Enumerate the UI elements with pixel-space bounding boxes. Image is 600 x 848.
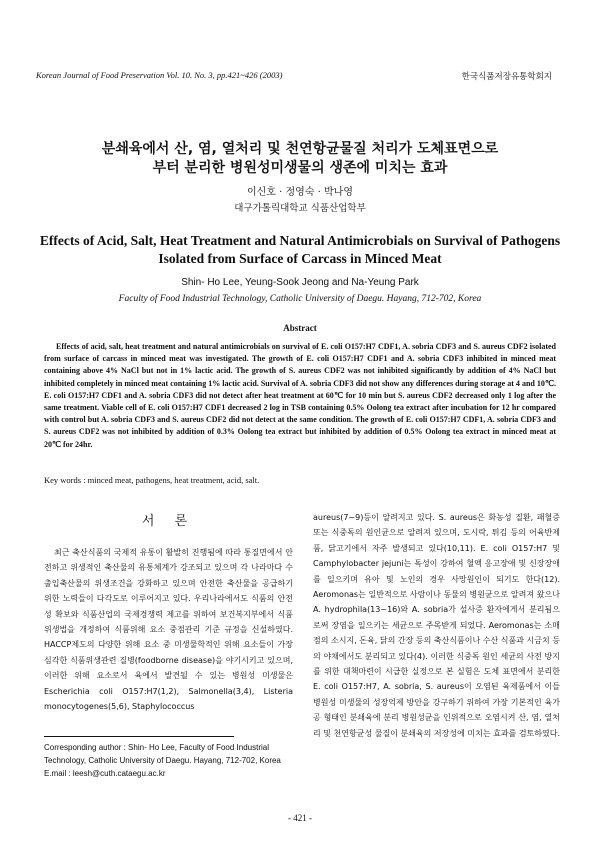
- section-heading-introduction: 서 론: [141, 514, 196, 529]
- footnote-email: E.mail : leesh@cuth.cataegu.ac.kr: [44, 769, 166, 778]
- corresponding-author-footnote: [44, 741, 294, 780]
- keywords: Key words : minced meat, pathogens, heat treatment, acid, salt.: [44, 475, 260, 485]
- journal-header: Korean Journal of Food Preservation Vol. 10. No. 3, pp.421~426 (2003): [36, 70, 283, 80]
- introduction-left-column: 최근 축산식품의 국제적 유통이 활발히 진행됨에 따라 통질면에서 안전하고 위생적인 축산물의 유통체계가 강조되고 있으며 각 나라마다 수출입축산물의 위생조건을 강화하고 있으며 안전한 축산물을 공급하기 위한 노력들이 다각도로 이루어지고 있다. 우리나라에서도 식품의 안전성 확보와 식품산업의 국제경쟁력 제고를 위하여 보건복지부에서 식품위생법을 개정하여 식품위해 요소 중점관리 기준 규정을 신설하였다. HACCP제도의 다양한 위해 요소 중 미생물학적인 위해 요소들이 가장 심각한 식품위생관련 질병(foodborne disease)을 야기시키고 있으며, 이러한 위해 요소로서 육에서 발견될 수 있는 병원성 미생물은 Escherichia coli O157:H7(1,2), Salmonella(3,4), Listeria monocytogenes(5,6), Staphylococcus: [44, 548, 293, 712]
- english-title: Effects of Acid, Salt, Heat Treatment and Natural Antimicrobials on Survival of Pathogens Isolated from Surface of Carcass in Minced Meat: [39, 233, 561, 266]
- korean-authors: 이신호 · 정영숙 · 박나영: [246, 187, 353, 198]
- abstract-heading: Abstract: [283, 323, 317, 333]
- page-number: - 421 -: [288, 813, 312, 823]
- introduction-right-column: aureus(7~9)등이 알려지고 있다. S. aureus은 화농성 질환, 패혈증 또는 식중독의 원인균으로 알려져 있으며, 도시락, 튀김 등의 어육반제품, 닭고기에서 자주 발생되고 있다(10,11). E. coli O157:H7 및 Camphylobacter jejuni는 독성이 강하여 혈액 응고장애 및 신장장애를 일으키며 유아 및 노인의 경우 사망원인이 되기도 한다(12). Aeromonas는 일반적으로 사람이나 동물의 병원균으로 알려져 왔으나 A. hydrophila(13~16)와 A. sobria가 설사증 환자에게서 분리됨으로써 장염을 일으키는 세균으로 주목받게 되었다. Aeromonas는 소매점의 소시지, 돈육, 닭의 간장 등의 축산식품이나 수산 식품과 시금치 등의 야채에서도 분리되고 있다(4). 이러한 식중독 원인 세균의 사전 방지를 위한 대책마련이 시급한 실정으로 본 실험은 도체 표면에서 분리한 E. coli O157:H7, A. sobria, S. aureus이 오염된 육제품에서 이들 병원성 미생물의 성장억제 방안을 강구하기 위하여 가장 기본적인 육가공 형태인 분쇄육에 분리 병원성균을 인위적으로 오염시켜 산, 염, 열처리 및 천연항균성 물질이 분쇄육의 저장성에 미치는 효과를 검토하였다.: [313, 513, 560, 738]
- society-header: 한국식품저장유통학회지: [461, 72, 552, 82]
- footnote-divider: [44, 736, 234, 737]
- footnote-author: Corresponding author : Shin- Ho Lee, Faculty of Food Industrial Technology, Catholic University of Daegu. Hayang, 712-702, Korea: [44, 743, 281, 765]
- english-affiliation: Faculty of Food Industrial Technology, Catholic University of Daegu. Hayang, 712-702, Korea: [118, 294, 482, 304]
- korean-title-text: 분쇄육에서 산, 염, 열처리 및 천연항균물질 처리가 도체표면으로부터 분리한 병원성미생물의 생존에 미치는 효과: [101, 141, 499, 176]
- abstract-body: Effects of acid, salt, heat treatment and natural antimicrobials on survival of E. coli O157:H7 CDF1, A. sobria CDF3 and S. aureus CDF2 isolated from surface of carcass in minced meat was investigated. The growth of E. coli O157:H7 CDF1 and A. sobria CDF3 inhibited in minced meat containing above 4% NaCl but not in 1% lactic acid. The growth of S. aureus CDF2 was not inhibited significantly by addition of 4% NaCl but inhibited completely in minced meat containing 1% lactic acid. Survival of A. sobria CDF3 did not show any differences during storage at 4 and 10℃. E. coli O157:H7 CDF1 and A. sobria CDF3 did not detect after heat treatment at 60℃ for 10 min but S. aureus CDF2 decreased only 1 log after the same treatment. Viable cell of E. coli O157:H7 CDF1 decreased 2 log in TSB containing 0.5% Oolong tea extract after incubation for 12 hr compared with control but A. sobria CDF3 and S. aureus CDF2 did not detect at the same condition. The growth of E. coli O157:H7 CDF1, A. sobria CDF3 and S. aureus CDF2 was not inhibited by addition of 0.3% Oolong tea extract but inhibited by addition of 0.5% Oolong tea extract in minced meat at 20℃ for 24hr.: [44, 342, 556, 449]
- korean-affiliation: 대구가톨릭대학교 식품산업학부: [234, 203, 366, 214]
- english-authors: Shin- Ho Lee, Yeung-Sook Jeong and Na-Yeung Park: [181, 277, 419, 288]
- korean-title: [0, 140, 600, 178]
